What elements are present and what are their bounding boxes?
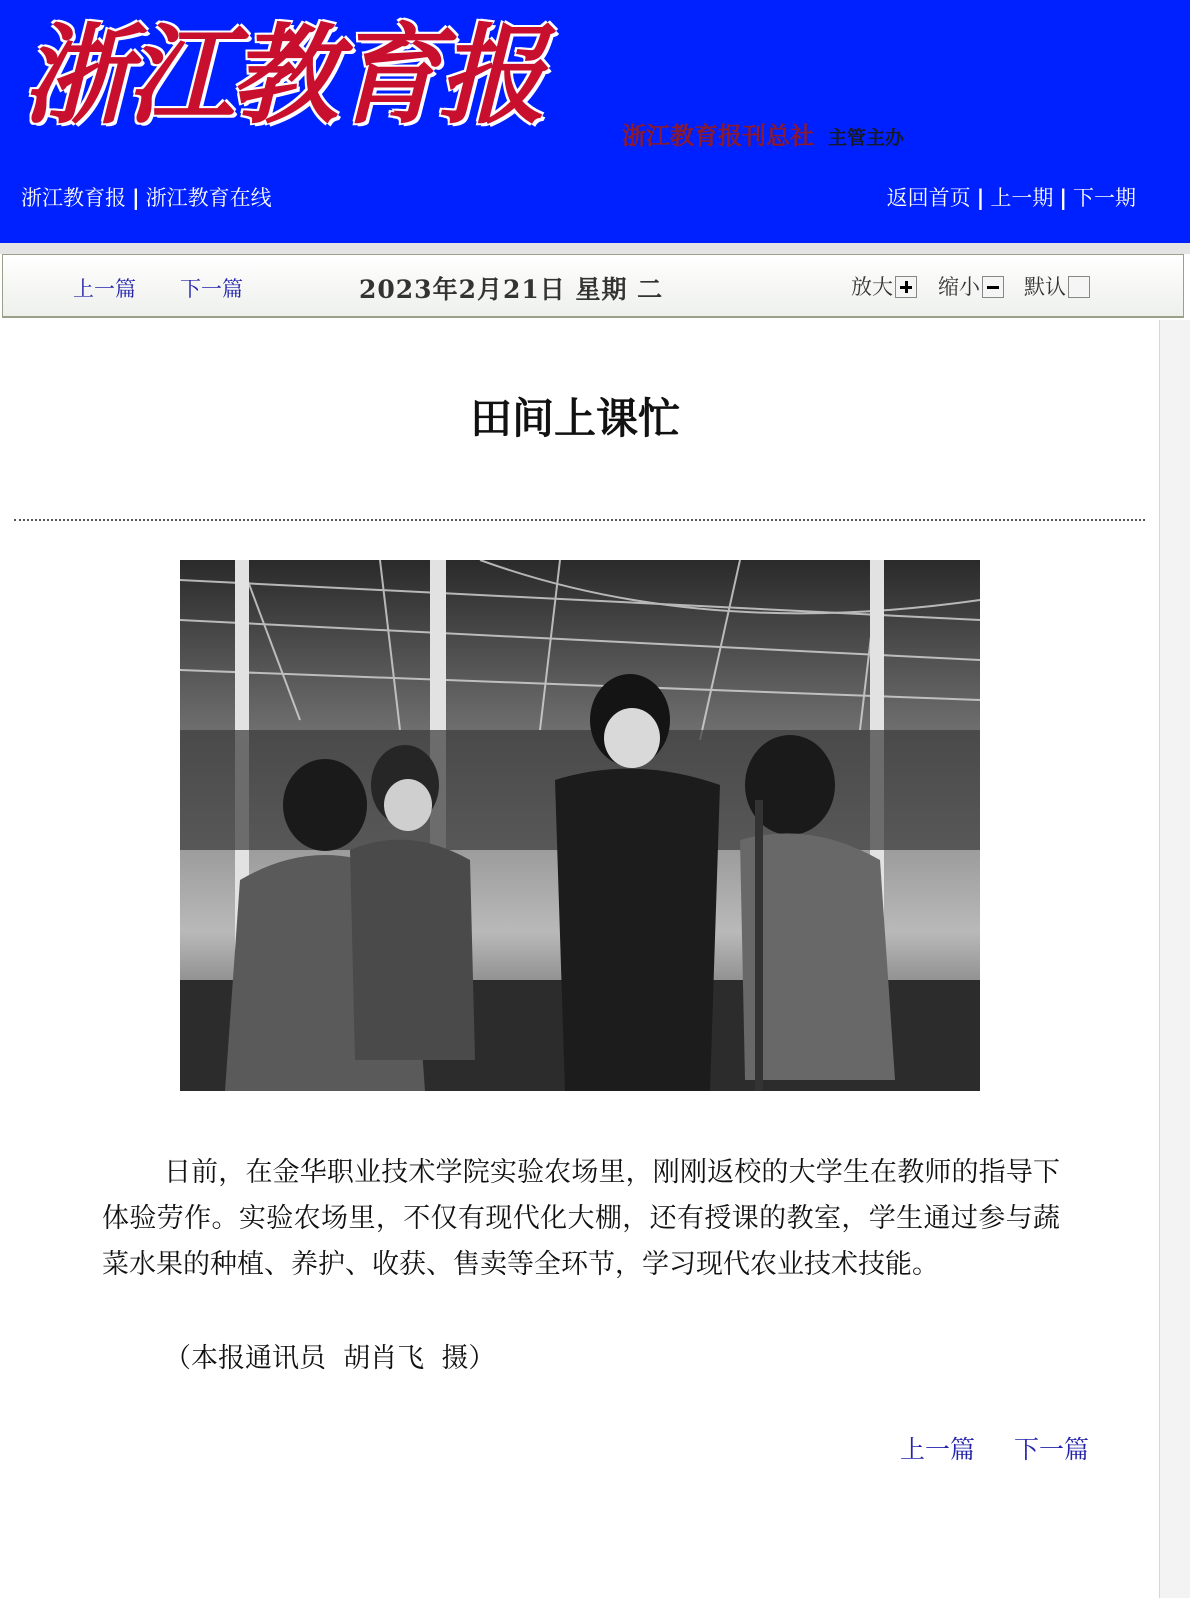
prev-issue-link[interactable]: 上一期 bbox=[990, 186, 1054, 210]
plus-icon bbox=[895, 276, 917, 298]
article-photo bbox=[180, 560, 980, 1091]
bottom-prev-article-link[interactable]: 上一篇 bbox=[900, 1435, 976, 1464]
zoom-out-button[interactable] bbox=[938, 271, 1004, 301]
home-link[interactable]: 返回首页 bbox=[886, 186, 971, 210]
photo-students-farm-icon bbox=[180, 560, 980, 1091]
publisher-line bbox=[622, 116, 904, 151]
masthead bbox=[0, 0, 1190, 243]
link-zjjy-online[interactable]: 浙江教育在线 bbox=[145, 186, 272, 210]
article-content bbox=[0, 320, 1160, 1598]
zoom-reset-button[interactable] bbox=[1024, 271, 1090, 301]
zoom-out-label: 缩小 bbox=[938, 275, 980, 299]
bottom-next-article-link[interactable]: 下一篇 bbox=[1014, 1435, 1090, 1464]
header-divider bbox=[0, 243, 1190, 254]
zoom-in-label: 放大 bbox=[851, 275, 893, 299]
zoom-in-button[interactable] bbox=[851, 271, 917, 301]
article-title: 田间上课忙 bbox=[469, 394, 680, 443]
zoom-reset-label: 默认 bbox=[1024, 275, 1066, 299]
title-divider bbox=[14, 519, 1145, 521]
publisher-name: 浙江教育报刊总社 bbox=[622, 121, 814, 150]
site-links bbox=[21, 182, 272, 212]
reset-box-icon bbox=[1068, 276, 1090, 298]
nav-separator: | bbox=[976, 186, 985, 210]
nav-separator: | bbox=[132, 186, 140, 210]
prev-article-link[interactable]: 上一篇 bbox=[73, 277, 136, 301]
photo-credit: （本报通讯员 胡肖飞 摄） bbox=[164, 1343, 496, 1374]
link-zjjyb[interactable]: 浙江教育报 bbox=[21, 186, 126, 210]
nav-separator: | bbox=[1059, 186, 1067, 210]
issue-date: 2023年2月21日 星期 二 bbox=[359, 275, 664, 304]
newspaper-logo[interactable]: 浙江教育报 bbox=[22, 13, 543, 139]
article-caption: 日前，在金华职业技术学院实验农场里，刚刚返校的大学生在教师的指导下体验劳作。实验农场里，不仅有现代化大棚，还有授课的教室，学生通过参与蔬菜水果的种植、养护、收获、售卖等全环节，学习现代农业技术技能。 bbox=[102, 1157, 1060, 1280]
next-article-link[interactable]: 下一篇 bbox=[180, 277, 243, 301]
vertical-scrollbar[interactable] bbox=[1159, 320, 1190, 1598]
article-toolbar bbox=[2, 254, 1184, 318]
next-issue-link[interactable]: 下一期 bbox=[1073, 186, 1136, 210]
publisher-role: 主管主办 bbox=[828, 127, 905, 149]
minus-icon bbox=[982, 276, 1004, 298]
issue-nav bbox=[887, 182, 1136, 212]
